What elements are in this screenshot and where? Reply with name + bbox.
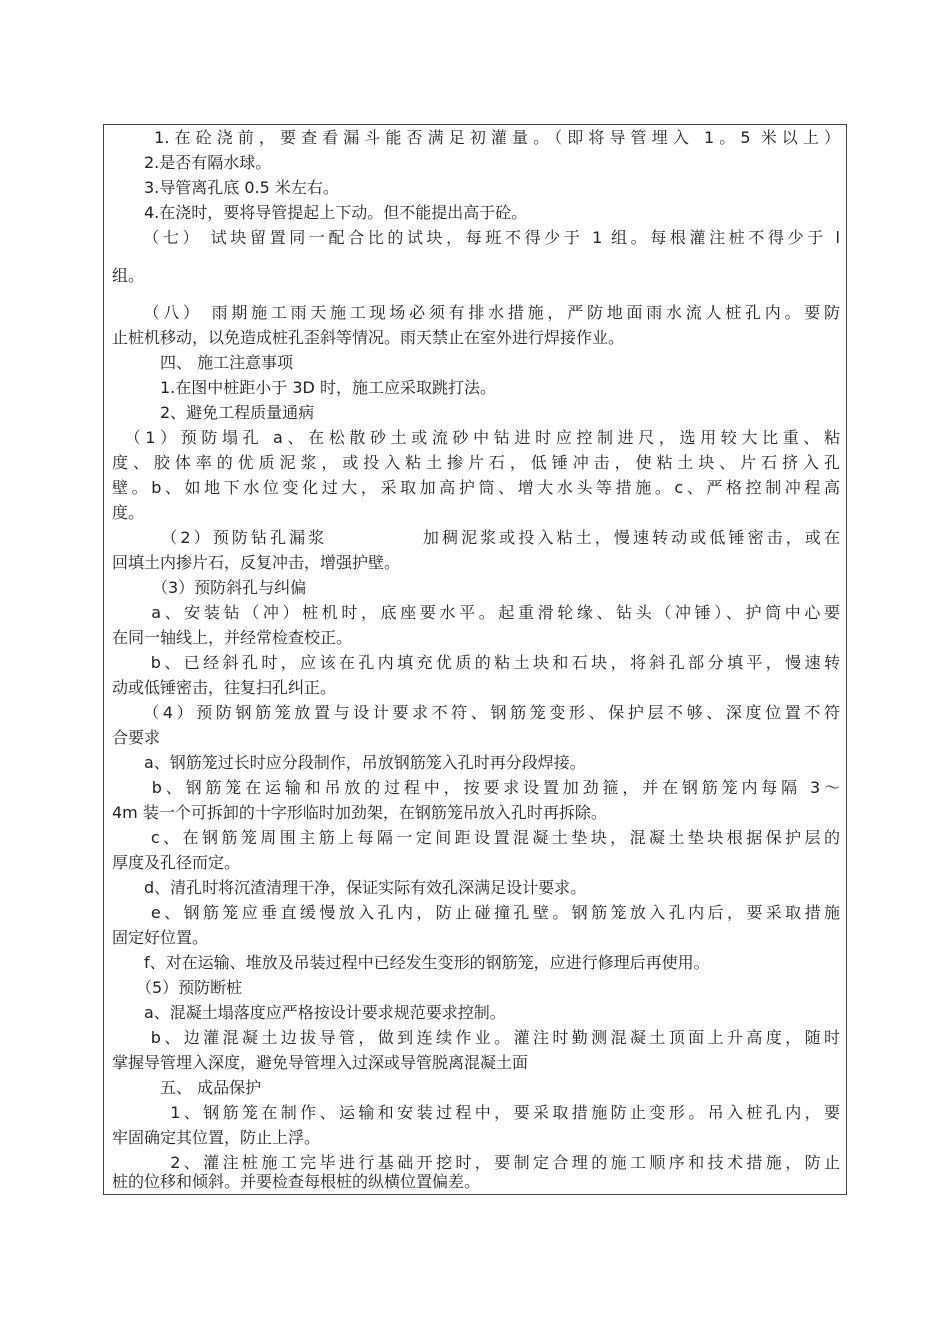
text-line: 掌握导管埋入深度，避免导管埋入过深或导管脱离混凝土面	[112, 1053, 529, 1072]
text-line: 在同一轴线上，并经常检查校正。	[112, 628, 353, 647]
text-line: 固定好位置。	[112, 928, 209, 947]
text-line: 2、避免工程质量通病	[112, 403, 315, 422]
text-line: （5）预防断桩	[112, 978, 243, 997]
text-line: f、对在运输、堆放及吊装过程中已经发生变形的钢筋笼，应进行修理后再使用。	[112, 953, 710, 972]
text-line: （3）预防斜孔与纠偏	[112, 578, 307, 597]
text-line: 动或低锤密击，往复扫孔纠正。	[112, 678, 337, 697]
text-line: b、边灌混凝土边拔导管，做到连续作业。灌注时勤测混凝土顶面上升高度，随时	[112, 1028, 840, 1047]
text-line: 4m 装一个可拆卸的十字形临时加劲架，在钢筋笼吊放入孔时再拆除。	[112, 803, 607, 822]
text-line: 回填土内掺片石，反复冲击，增强护壁。	[112, 553, 401, 572]
text-line: 4.在浇时，要将导管提起上下动。但不能提出高于砼。	[112, 203, 528, 222]
section-heading: 五、 成品保护	[112, 1078, 262, 1097]
text-line: 1、钢筋笼在制作、运输和安装过程中，要采取措施防止变形。吊入桩孔内，要	[112, 1103, 840, 1122]
text-line: 2、灌注桩施工完毕进行基础开挖时，要制定合理的施工顺序和技术措施，防止	[112, 1153, 840, 1172]
text-line: 2.是否有隔水球。	[112, 153, 272, 172]
text-line: d、清孔时将沉渣清理干净，保证实际有效孔深满足设计要求。	[112, 878, 587, 897]
text-line: e、钢筋笼应垂直缓慢放入孔内，防止碰撞孔壁。钢筋笼放入孔内后，要采取措施	[112, 903, 840, 922]
text-line: 桩的位移和倾斜。并要检查每根桩的纵横位置偏差。	[112, 1172, 481, 1191]
text-line: （八） 雨期施工雨天施工现场必须有排水措施，严防地面雨水流人桩孔内。要防	[112, 303, 840, 322]
text-line: 1.在图中桩距小于 3D 时，施工应采取跳打法。	[112, 378, 496, 397]
section-heading: 四、 施工注意事项	[112, 353, 294, 372]
text-line: 3.导管离孔底 0.5 米左右。	[112, 178, 339, 197]
text-line: a、混凝土塌落度应严格按设计要求规范要求控制。	[112, 1003, 506, 1022]
text-line: 厚度及孔径而定。	[112, 853, 241, 872]
text-line: 牢固确定其位置，防止上浮。	[112, 1128, 321, 1147]
text-line: 合要求	[112, 728, 161, 747]
text-line: 组。	[112, 266, 145, 285]
text-line: （2）预防钻孔漏浆 加稠泥浆或投入粘土，慢速转动或低锤密击，或在	[112, 528, 840, 547]
text-line: （1）预防塌孔 a、在松散砂土或流砂中钻进时应控制进尺，选用较大比重、粘	[112, 428, 840, 447]
text-line: a、钢筋笼过长时应分段制作，吊放钢筋笼入孔时再分段焊接。	[112, 753, 586, 772]
text-line: 壁。b、如地下水位变化过大，采取加高护筒、增大水头等措施。c、严格控制冲程高	[112, 478, 840, 497]
text-line: 度。	[112, 503, 145, 522]
text-line: 1.在砼浇前，要查看漏斗能否满足初灌量。（即将导管埋入 1。5 米以上）	[112, 128, 840, 147]
text-line: c、在钢筋笼周围主筋上每隔一定间距设置混凝土垫块，混凝土垫块根据保护层的	[112, 828, 840, 847]
text-line: 止桩机移动，以免造成桩孔歪斜等情况。雨天禁止在室外进行焊接作业。	[112, 328, 625, 347]
text-line: b、已经斜孔时，应该在孔内填充优质的粘土块和石块，将斜孔部分填平，慢速转	[112, 653, 840, 672]
text-line: a、安装钻（冲）桩机时，底座要水平。起重滑轮缘、钻头（冲锤）、护筒中心要	[112, 603, 840, 622]
text-line: b、钢筋笼在运输和吊放的过程中，按要求设置加劲箍，并在钢筋笼内每隔 3～	[112, 778, 840, 797]
text-line: （七） 试块留置同一配合比的试块，每班不得少于 1 组。每根灌注桩不得少于 l	[112, 228, 840, 247]
text-line: （4）预防钢筋笼放置与设计要求不符、钢筋笼变形、保护层不够、深度位置不符	[112, 703, 840, 722]
text-line: 度、胶体率的优质泥浆，或投入粘土掺片石，低锤冲击，使粘土块、片石挤入孔	[112, 453, 840, 472]
